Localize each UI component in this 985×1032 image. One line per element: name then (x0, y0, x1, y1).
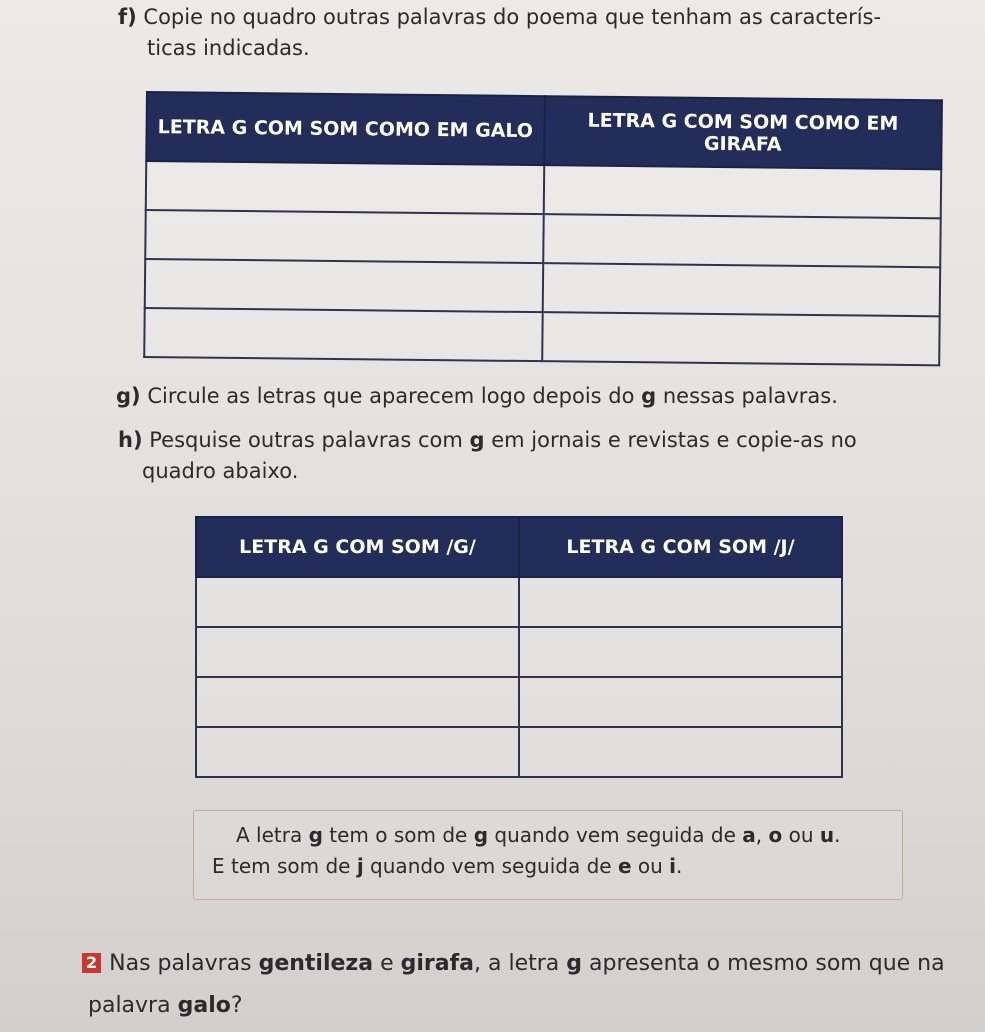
question-2-text: ? (230, 993, 243, 1018)
rule-text: E tem som de (212, 854, 357, 878)
rule-box (193, 810, 903, 900)
table-header-row (146, 92, 942, 169)
question-2 (82, 943, 945, 1027)
question-g-text-end: nessas palavras. (656, 384, 838, 408)
rule-text: A letra (236, 823, 309, 847)
answer-cell[interactable] (196, 627, 519, 677)
question-f-label: f) (118, 5, 137, 29)
answer-cell[interactable] (542, 263, 940, 316)
answer-cell[interactable] (519, 727, 842, 777)
word-gentileza: gentileza (258, 951, 374, 976)
question-2-text: Nas palavras (109, 951, 259, 976)
answer-cell[interactable] (543, 214, 941, 267)
table-row (145, 259, 940, 316)
answer-cell[interactable] (196, 577, 519, 627)
words-table-galo-girafa (143, 91, 943, 366)
question-f (118, 2, 881, 64)
column-header-girafa: LETRA G COM SOM COMO EM GIRAFA (544, 96, 942, 169)
words-table-g-sounds (195, 516, 843, 778)
bold-letter: i (669, 854, 677, 878)
question-h (118, 425, 857, 487)
table-row (146, 161, 941, 218)
answer-cell[interactable] (519, 677, 842, 727)
answer-cell[interactable] (519, 627, 842, 677)
question-f-line-2 (118, 33, 881, 64)
letter-g-bold: g (641, 384, 657, 408)
question-h-text-end: em jornais e revistas e copie-as no (484, 428, 857, 452)
answer-cell[interactable] (543, 165, 941, 218)
table-header-row (196, 517, 842, 577)
column-header-galo: LETRA G COM SOM COMO EM GALO (146, 92, 544, 165)
question-2-line-1 (82, 943, 945, 985)
answer-cell[interactable] (144, 308, 542, 361)
letter-g-bold: g (566, 951, 583, 976)
table-row (144, 308, 939, 365)
bold-letter: e (617, 854, 632, 878)
question-number-badge: 2 (82, 953, 101, 973)
question-h-line-2 (118, 456, 857, 487)
answer-cell[interactable] (519, 577, 842, 627)
question-f-text-continued: ticas indicadas. (147, 36, 310, 60)
question-g (116, 381, 838, 412)
answer-cell[interactable] (542, 312, 940, 365)
question-2-text: e (373, 951, 401, 976)
rule-text: . (834, 823, 841, 847)
question-2-text: palavra (88, 993, 178, 1018)
rule-text: ou (631, 854, 670, 878)
question-h-text-continued: quadro abaixo. (142, 459, 299, 483)
rule-text: quando vem seguida de (363, 854, 618, 878)
table-row (196, 677, 842, 727)
letter-g-bold: g (469, 428, 485, 452)
column-header-sound-j: LETRA G COM SOM /J/ (519, 517, 842, 577)
question-g-text-start: Circule as letras que aparecem logo depois do (147, 384, 642, 408)
table-row (196, 627, 842, 677)
bold-letter: o (768, 823, 783, 847)
answer-cell[interactable] (145, 259, 543, 312)
question-g-text (147, 384, 838, 408)
table-row (196, 577, 842, 627)
answer-cell[interactable] (196, 677, 519, 727)
rule-line-1 (212, 820, 884, 851)
rule-text: quando vem seguida de (488, 823, 743, 847)
bold-letter: u (819, 823, 835, 847)
answer-cell[interactable] (145, 210, 543, 263)
rule-text: . (676, 854, 683, 878)
column-header-sound-g: LETRA G COM SOM /G/ (196, 517, 519, 577)
question-f-line-1 (118, 2, 881, 33)
bold-letter: g (308, 823, 323, 847)
word-girafa: girafa (400, 951, 475, 976)
table-row (145, 210, 940, 267)
question-g-label: g) (116, 384, 141, 408)
rule-text: tem o som de (322, 823, 474, 847)
table-row (196, 727, 842, 777)
answer-cell[interactable] (146, 161, 544, 214)
question-2-text: apresenta o mesmo som que na (582, 951, 945, 976)
word-galo: galo (177, 993, 231, 1018)
bold-letter: g (473, 823, 489, 847)
question-h-label: h) (118, 428, 143, 452)
bold-letter: a (742, 823, 756, 847)
rule-line-2 (212, 851, 884, 882)
rule-text: , (755, 823, 769, 847)
question-h-line-1 (118, 425, 857, 456)
answer-cell[interactable] (196, 727, 519, 777)
question-h-text-start: Pesquise outras palavras com (149, 428, 470, 452)
question-2-line-2 (82, 985, 945, 1027)
question-2-text: , a letra (474, 951, 567, 976)
question-f-text: Copie no quadro outras palavras do poema que tenham as caracterís- (143, 5, 882, 29)
rule-text: ou (782, 823, 820, 847)
bold-letter: j (356, 854, 364, 878)
